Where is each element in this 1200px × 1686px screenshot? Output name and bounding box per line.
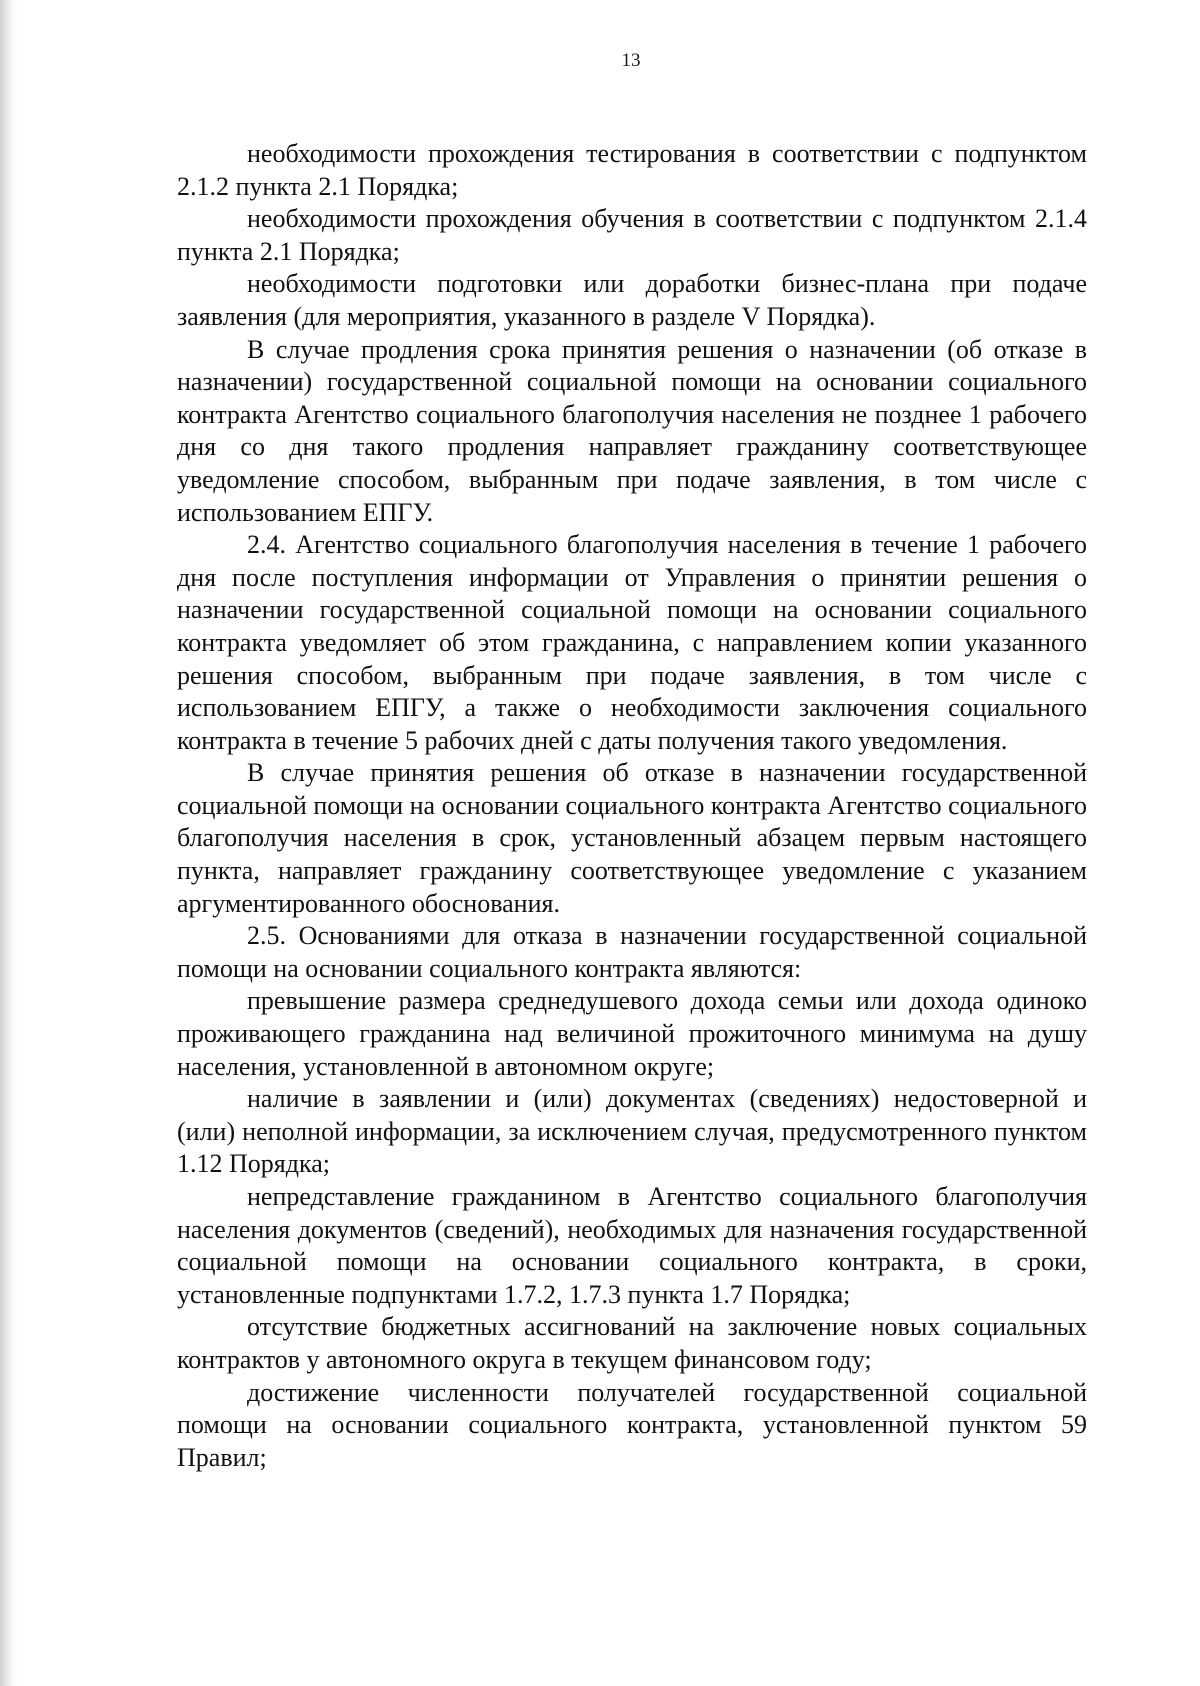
paragraph-training: необходимости прохождения обучения в соответствии с подпунктом 2.1.4 пункта 2.1 Порядка;	[177, 204, 1087, 266]
paragraph-recipient-limit: достижение численности получателей государственной социальной помощи на основании социального контракта, установленной пунктом 59 Правил;	[177, 1377, 1087, 1472]
paragraph-missing-documents: непредставление гражданином в Агентство социального благополучия населения документов (сведений), необходимых для назначения государственной социальной помощи на основании социального контракта, в сроки, установленные подпунктами 1.7.2, 1.7.3 пункта 1.7 Порядка;	[177, 1182, 1087, 1309]
paragraph-no-budget: отсутствие бюджетных ассигнований на заключение новых социальных контрактов у автономного округа в текущем финансовом году;	[177, 1312, 1087, 1374]
paragraph-extension-notice: В случае продления срока принятия решения о назначении (об отказе в назначении) государственной социальной помощи на основании социального контракта Агентство социального благополучия населения не позднее 1 рабочего дня со дня такого продления направляет гражданину соответствующее уведомление способом, выбранным при подаче заявления, в том числе с использованием ЕПГУ.	[177, 334, 1087, 527]
paragraph-refusal-notice: В случае принятия решения об отказе в назначении государственной социальной помощи на основании социального контракта Агентство социального благополучия населения в срок, установленный абзацем первым настоящего пункта, направляет гражданину соответствующее уведомление с указанием аргументированного обоснования.	[177, 758, 1087, 918]
paragraph-2-4: 2.4. Агентство социального благополучия населения в течение 1 рабочего дня после поступления информации от Управления о принятии решения о назначении государственной социальной помощи на основании социального контракта уведомляет об этом гражданина, с направлением копии указанного решения способом, выбранным при подаче заявления, в том числе с использованием ЕПГУ, а также о необходимости заключения социального контракта в течение 5 рабочих дней с даты получения такого уведомления.	[177, 530, 1087, 755]
paragraph-testing: необходимости прохождения тестирования в соответствии с подпунктом 2.1.2 пункта 2.1 Порядка;	[177, 139, 1087, 201]
paragraph-false-info: наличие в заявлении и (или) документах (сведениях) недостоверной и (или) неполной информации, за исключением случая, предусмотренного пунктом 1.12 Порядка;	[177, 1084, 1087, 1179]
scan-edge-shadow	[0, 0, 18, 1686]
paragraph-business-plan: необходимости подготовки или доработки бизнес-плана при подаче заявления (для мероприятия, указанного в разделе V Порядка).	[177, 269, 1087, 331]
paragraph-income-excess: превышение размера среднедушевого дохода семьи или дохода одиноко проживающего гражданина над величиной прожиточного минимума на душу населения, установленной в автономном округе;	[177, 986, 1087, 1081]
paragraph-2-5: 2.5. Основаниями для отказа в назначении государственной социальной помощи на основании социального контракта являются:	[177, 921, 1087, 983]
page-number: 13	[621, 50, 641, 71]
document-body	[177, 138, 1087, 1474]
